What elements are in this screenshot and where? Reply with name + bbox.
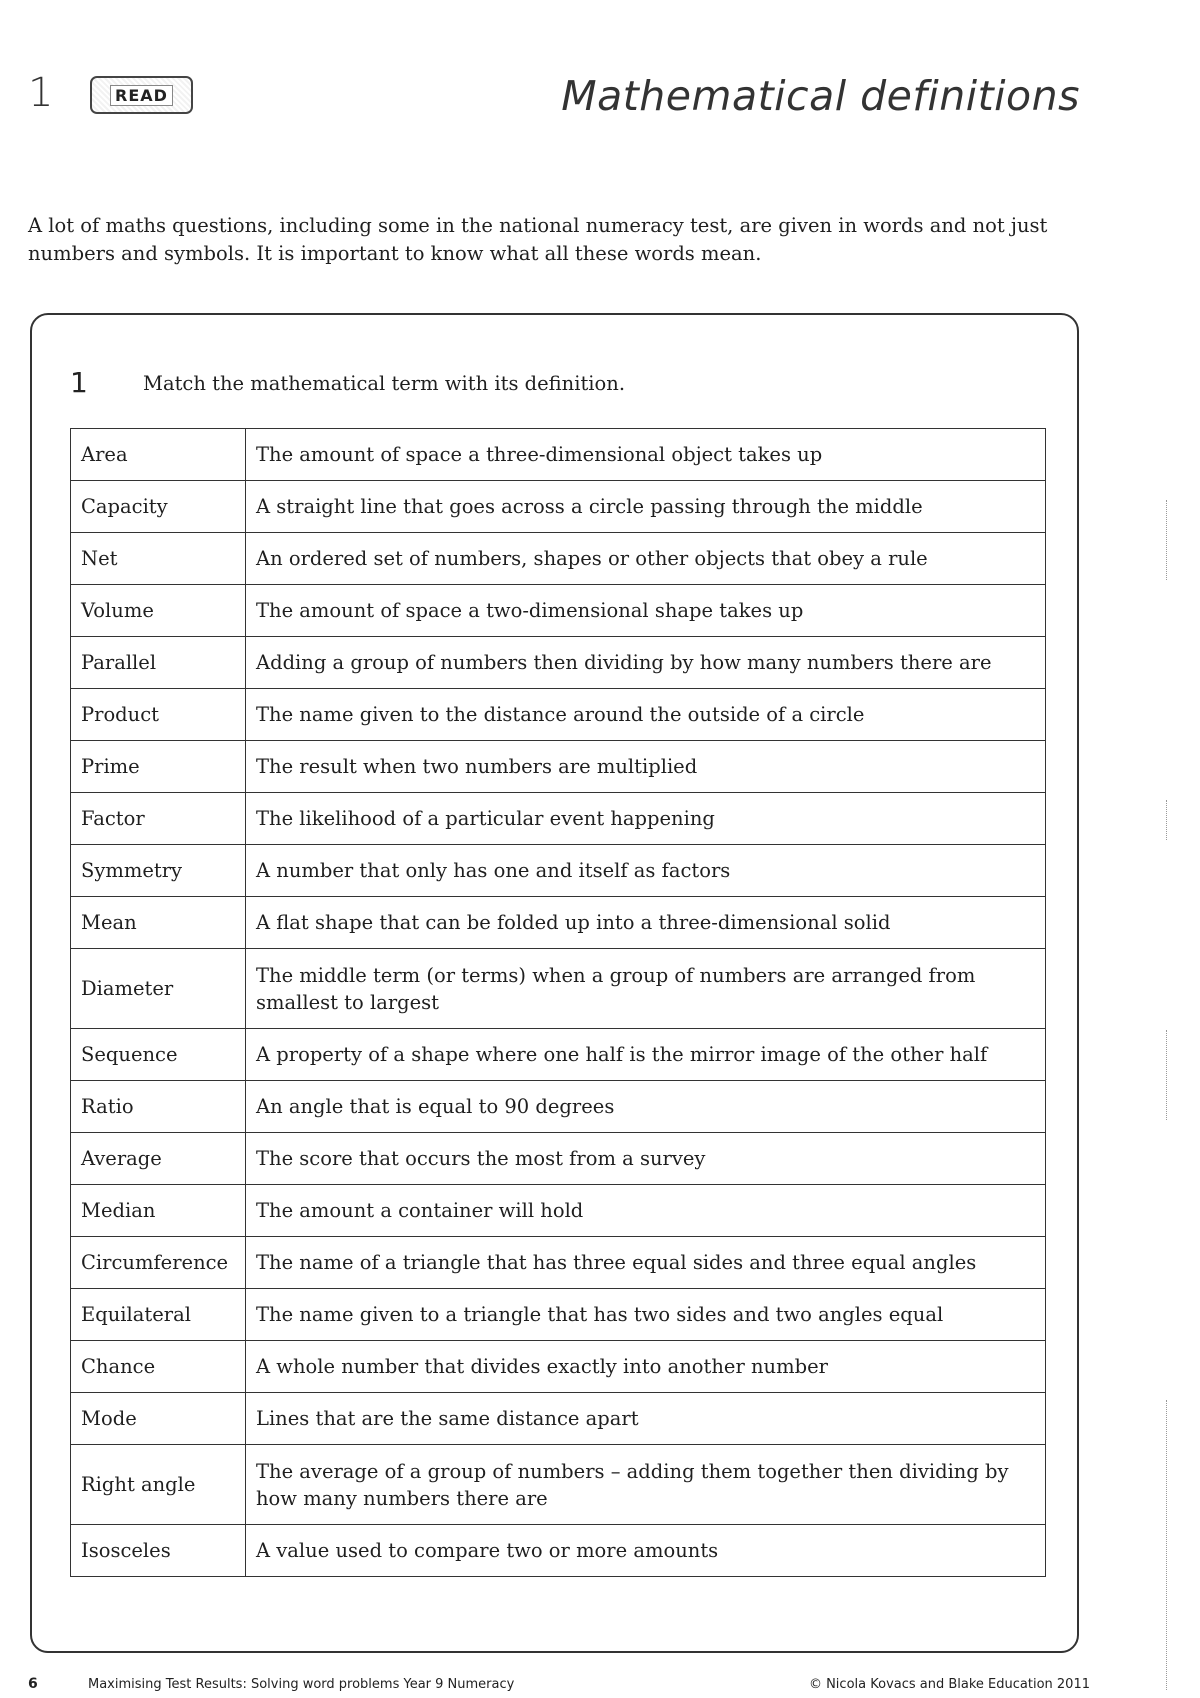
footer-book-title: Maximising Test Results: Solving word problems Year 9 Numeracy [88,1677,515,1692]
definition-cell: The score that occurs the most from a survey [246,1133,1046,1185]
table-row [71,429,1046,481]
definition-cell: Adding a group of numbers then dividing by how many numbers there are [246,637,1046,689]
definition-cell: The average of a group of numbers – adding them together then dividing by how many numbers there are [246,1445,1046,1525]
term-cell: Diameter [71,949,246,1029]
table-row [71,689,1046,741]
read-badge-label: READ [110,85,173,106]
term-cell: Volume [71,585,246,637]
question-number: 1 [70,366,88,399]
table-row [71,1525,1046,1577]
table-row [71,585,1046,637]
table-row [71,1289,1046,1341]
unit-number: 1 [28,70,54,116]
table-row [71,1029,1046,1081]
definition-cell: A flat shape that can be folded up into a three-dimensional solid [246,897,1046,949]
footer-page-number: 6 [28,1676,38,1692]
term-cell: Symmetry [71,845,246,897]
definition-cell: Lines that are the same distance apart [246,1393,1046,1445]
term-cell: Product [71,689,246,741]
table-row [71,481,1046,533]
scan-mark [1166,1400,1168,1690]
term-cell: Prime [71,741,246,793]
term-cell: Sequence [71,1029,246,1081]
definition-cell: The name given to a triangle that has two sides and two angles equal [246,1289,1046,1341]
definition-cell: A whole number that divides exactly into another number [246,1341,1046,1393]
table-row [71,1237,1046,1289]
definition-cell: The amount a container will hold [246,1185,1046,1237]
term-cell: Capacity [71,481,246,533]
definition-cell: The result when two numbers are multiplied [246,741,1046,793]
definition-cell: A value used to compare two or more amounts [246,1525,1046,1577]
definition-cell: The name given to the distance around the outside of a circle [246,689,1046,741]
table-row [71,1393,1046,1445]
table-row [71,793,1046,845]
term-cell: Parallel [71,637,246,689]
table-row [71,1185,1046,1237]
definition-cell: An ordered set of numbers, shapes or other objects that obey a rule [246,533,1046,585]
definition-cell: A number that only has one and itself as factors [246,845,1046,897]
definition-cell: An angle that is equal to 90 degrees [246,1081,1046,1133]
term-cell: Median [71,1185,246,1237]
term-cell: Equilateral [71,1289,246,1341]
page-title: Mathematical definitions [561,72,1080,120]
table-row [71,741,1046,793]
read-badge [90,76,193,114]
table-row [71,1445,1046,1525]
term-cell: Chance [71,1341,246,1393]
term-cell: Factor [71,793,246,845]
definition-cell: The middle term (or terms) when a group of numbers are arranged from smallest to largest [246,949,1046,1029]
term-cell: Area [71,429,246,481]
table-row [71,533,1046,585]
footer-copyright: © Nicola Kovacs and Blake Education 2011 [808,1677,1090,1692]
intro-paragraph: A lot of maths questions, including some in the national numeracy test, are given in words and not just numbers and symbols. It is important to know what all these words mean. [28,214,1048,265]
table-row [71,897,1046,949]
matching-table [70,428,1046,1577]
term-cell: Ratio [71,1081,246,1133]
term-cell: Net [71,533,246,585]
term-cell: Right angle [71,1445,246,1525]
definition-cell: The name of a triangle that has three equal sides and three equal angles [246,1237,1046,1289]
definition-cell: A property of a shape where one half is the mirror image of the other half [246,1029,1046,1081]
table-row [71,637,1046,689]
definition-cell: The likelihood of a particular event happening [246,793,1046,845]
term-cell: Mode [71,1393,246,1445]
question-text: Match the mathematical term with its definition. [143,372,626,395]
table-row [71,949,1046,1029]
definition-cell: The amount of space a two-dimensional shape takes up [246,585,1046,637]
scan-mark [1166,500,1168,580]
definition-cell: The amount of space a three-dimensional object takes up [246,429,1046,481]
term-cell: Isosceles [71,1525,246,1577]
term-cell: Circumference [71,1237,246,1289]
table-row [71,1081,1046,1133]
term-cell: Mean [71,897,246,949]
scan-mark [1166,800,1168,840]
table-row [71,845,1046,897]
term-cell: Average [71,1133,246,1185]
table-row [71,1341,1046,1393]
definition-cell: A straight line that goes across a circle passing through the middle [246,481,1046,533]
scan-mark [1166,1030,1168,1120]
table-row [71,1133,1046,1185]
